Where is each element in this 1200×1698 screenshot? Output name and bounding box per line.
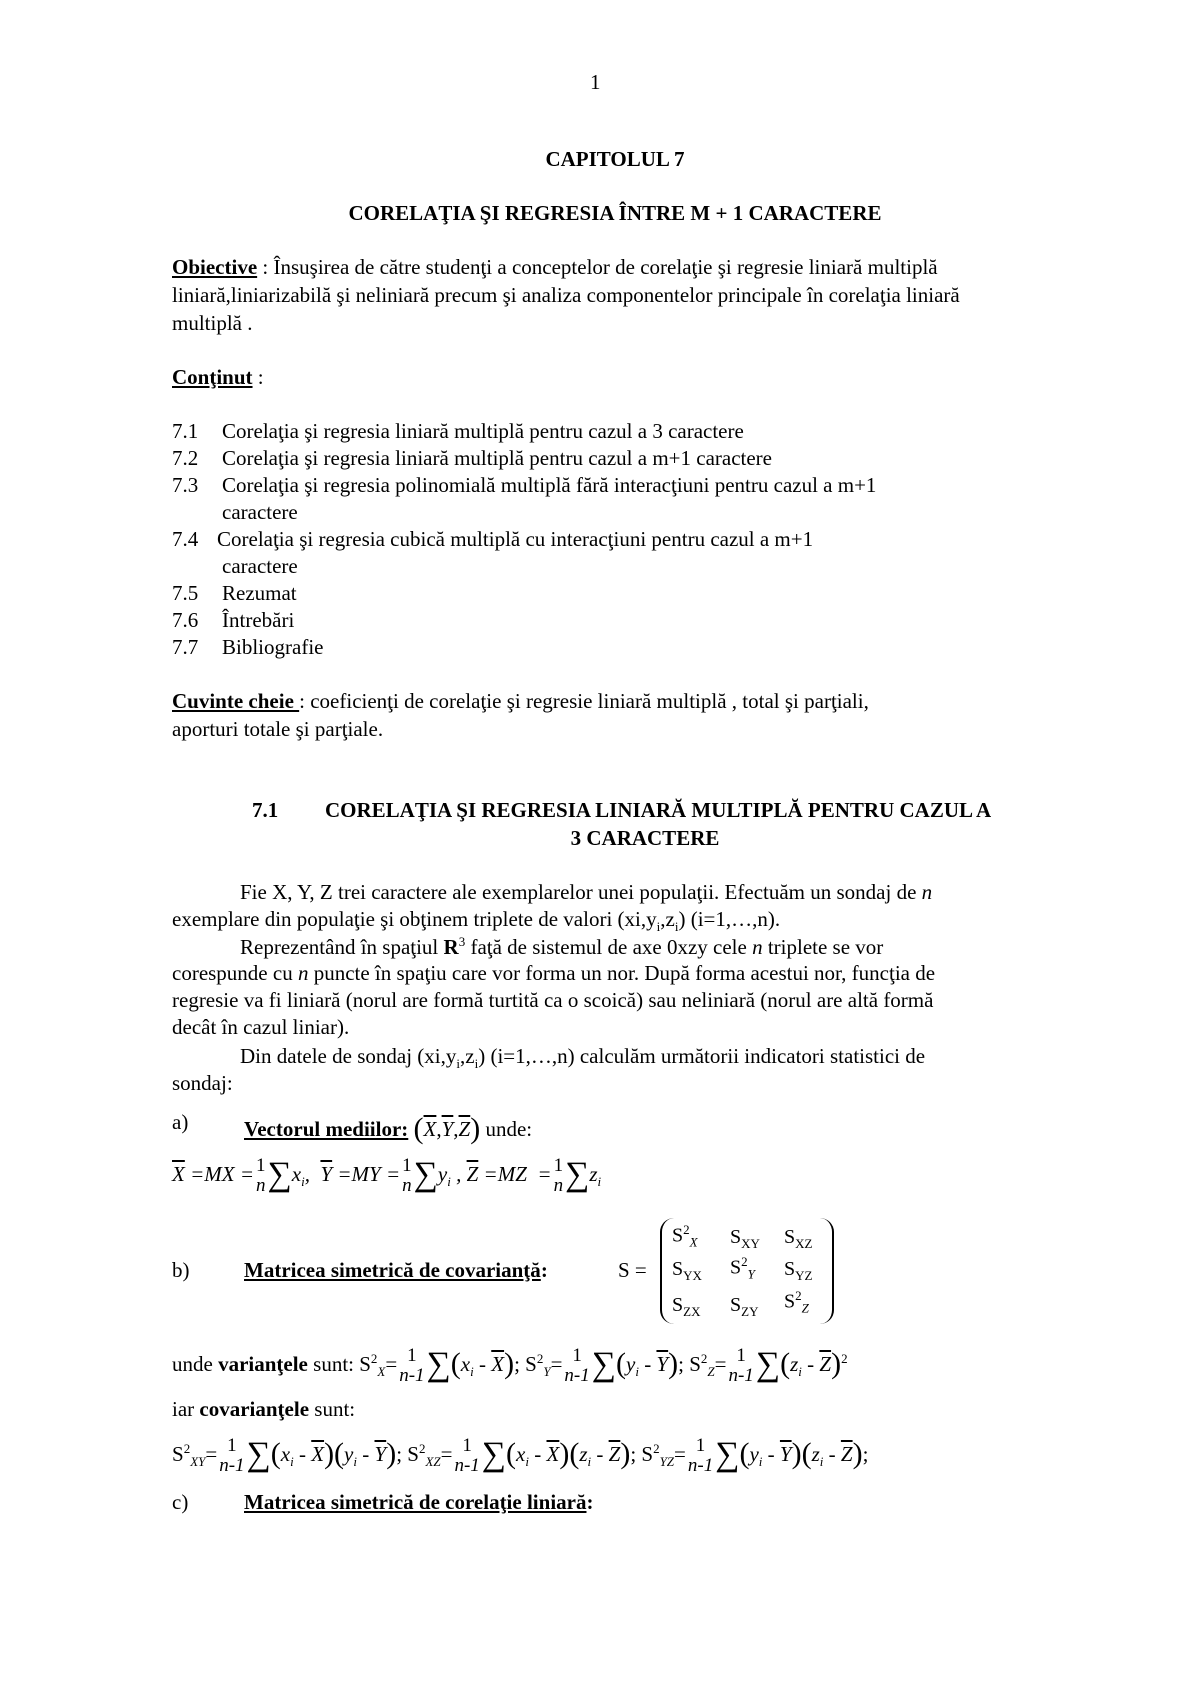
paragraph-2-line-2: corespunde cu n puncte în spaţiu care vor forma un nor. După forma acestui nor, funcţia de <box>172 961 936 985</box>
item-a-label: a) <box>172 1110 189 1134</box>
toc-item: 7.3 Corelaţia şi regresia polinomială multiplă fără interacţiuni pentru cazul a m+1 <box>172 473 877 497</box>
section-number: 7.1 <box>252 798 279 822</box>
item-c-label: c) <box>172 1490 189 1514</box>
objectives-line-2: liniară,liniarizabilă şi neliniară precum şi analiza componentelor principale în corelaţia liniară <box>172 283 960 307</box>
toc-item: 7.7 Bibliografie <box>172 635 324 659</box>
section-title-line-2: 3 CARACTERE <box>570 826 720 850</box>
item-b-title-row: Matricea simetrică de covarianţă: <box>244 1258 548 1282</box>
variances-formula: unde varianţele sunt: $S^2_X=$ 1 n-1 $\sum(x_i - \overline{X})$; $S^2_Y=$ 1 n-1 $\sum(y_i - \overline{Y})$; $S^2_Z=$ 1 n-1 $\sum(z_i - \overline{Z})^2$ <box>172 1345 848 1387</box>
paragraph-2-line-3: regresie va fi liniară (norul are formă turtită ca o scoică) sau neliniară (norul are altă formă <box>172 988 934 1012</box>
paragraph-2-line-4: decât în cazul liniar). <box>172 1015 350 1039</box>
covariance-matrix: $S^2_X$ $S_{XY}$ $S_{XZ}$ $S_{YX}$ $S^2_Y$ $S_{YZ}$ $S_{ZX}$ $S_{ZY}$ $S^2_Z$ <box>660 1218 834 1324</box>
paragraph-3-line-2: sondaj: <box>172 1071 233 1095</box>
chapter-title: CORELAŢIA ŞI REGRESIA ÎNTRE M + 1 CARACTERE <box>348 201 882 225</box>
content-label: Conţinut <box>172 365 253 389</box>
paragraph-2-line-1: Reprezentând în spaţiul $R^3$ faţă de sistemul de axe 0xzy cele n triplete se vor <box>240 934 884 959</box>
toc-item: 7.1 Corelaţia şi regresia liniară multiplă pentru cazul a 3 caractere <box>172 419 744 443</box>
content-heading: Conţinut : <box>172 365 264 389</box>
page-number: 1 <box>590 70 601 94</box>
objectives-label: Obiective <box>172 255 258 279</box>
paragraph-1-line-2: exemplare din populaţie şi obţinem triplete de valori $(xi,y_i,z_i)$ (i=1,…,n). <box>172 907 781 935</box>
toc-item-continuation: caractere <box>222 554 298 578</box>
toc-item: 7.4 Corelaţia şi regresia cubică multiplă cu interacţiuni pentru cazul a m+1 <box>172 527 814 551</box>
item-a-title: Vectorul mediilor: <box>244 1117 409 1141</box>
keywords-label: Cuvinte cheie <box>172 689 300 713</box>
toc-item: 7.2 Corelaţia şi regresia liniară multiplă pentru cazul a m+1 caractere <box>172 446 772 470</box>
covariance-matrix-symbol: S = <box>618 1258 647 1282</box>
paragraph-3-line-1: Din datele de sondaj $(xi,y_i,z_i)$ (i=1,…,n) calculăm următorii indicatori statistici de <box>240 1044 926 1072</box>
item-c-title: Matricea simetrică de corelaţie liniară <box>244 1490 587 1514</box>
keywords-line-1: Cuvinte cheie : coeficienţi de corelaţie şi regresie liniară multiplă , total şi parţiali, <box>172 689 869 713</box>
toc-item: 7.5 Rezumat <box>172 581 297 605</box>
item-a-title-row: Vectorul mediilor: $(\overline{X},\overline{Y},\overline{Z})$ unde: <box>244 1112 533 1145</box>
objectives-line-1: Obiective : Însuşirea de către studenţi a conceptelor de corelaţie şi regresie liniară multiplă <box>172 255 938 279</box>
section-title-line-1: CORELAŢIA ŞI REGRESIA LINIARĂ MULTIPLĂ PENTRU CAZUL A <box>325 798 992 822</box>
keywords-line-2: aporturi totale şi parţiale. <box>172 717 384 741</box>
toc-item: 7.6 Întrebări <box>172 608 295 632</box>
item-c-title-row: Matricea simetrică de corelaţie liniară: <box>244 1490 594 1514</box>
objectives-line-3: multiplă . <box>172 311 253 335</box>
item-b-label: b) <box>172 1258 190 1282</box>
item-b-title: Matricea simetrică de covarianţă <box>244 1258 541 1282</box>
toc-item-continuation: caractere <box>222 500 298 524</box>
paragraph-1-line-1: Fie X, Y, Z trei caractere ale exemplarelor unei populaţii. Efectuăm un sondaj de n <box>240 880 933 904</box>
covariances-intro: iar covarianţele sunt: <box>172 1397 356 1421</box>
covariances-formula: $S^2_{XY}=$ 1 n-1 $\sum(x_i - \overline{X})(y_i - \overline{Y})$; $S^2_{XZ}=$ 1 n-1 $\sum(x_i - \overline{X})(z_i - \overline{Z})$; $S^2_{YZ}=$ 1 n-1 $\sum(y_i - \overline{Y})(z_i - \overline{Z})$; <box>172 1435 869 1477</box>
chapter-heading: CAPITOLUL 7 <box>545 147 685 171</box>
means-formula: $\overline{X} =MX$ = 1 n $\sum x_i$, $\overline{Y} =MY$ = 1 n $\sum y_i$ , $\overline{Z} =MZ$ = 1 n $\sum z_i$ <box>172 1155 602 1197</box>
